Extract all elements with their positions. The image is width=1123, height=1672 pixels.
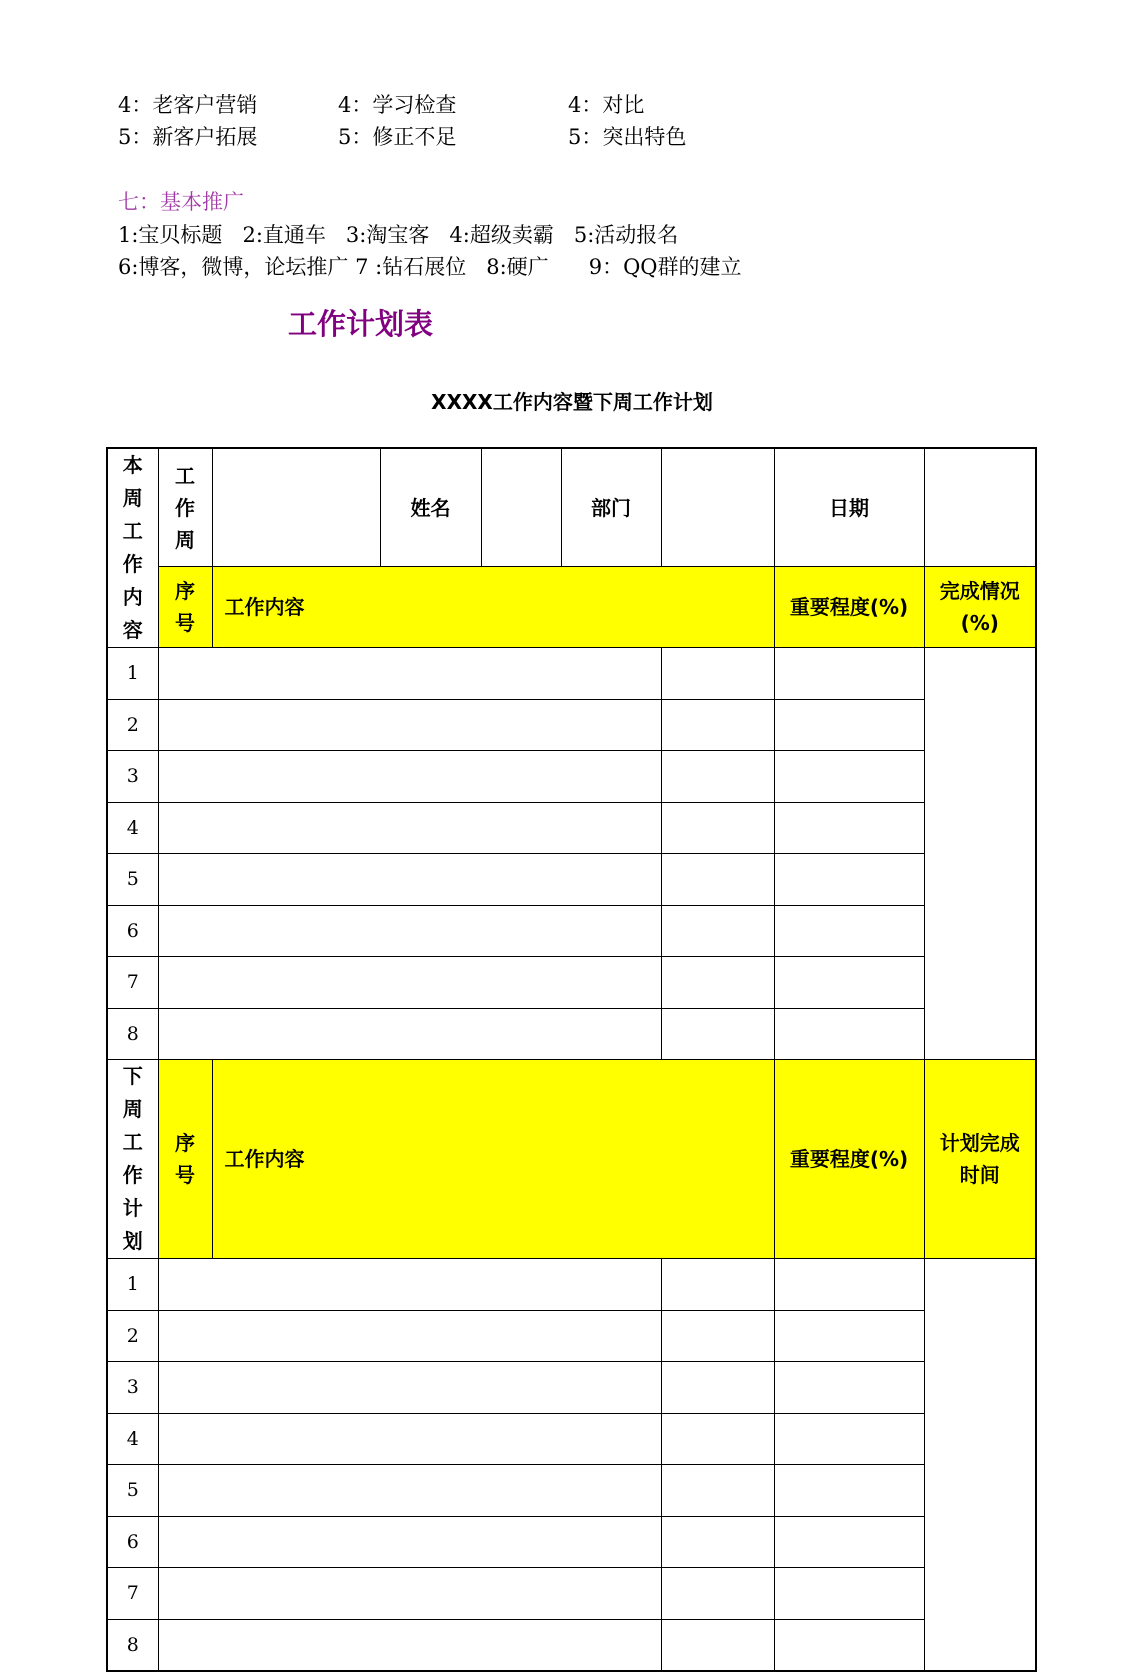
importance-cell[interactable]: [661, 648, 774, 700]
side-label-next-week: [107, 1060, 158, 1259]
work-content-cell[interactable]: [158, 905, 661, 957]
name-value-cell[interactable]: [481, 448, 561, 567]
this-week-table-row: [107, 905, 1036, 957]
work-content-cell[interactable]: [158, 957, 661, 1009]
work-content-cell[interactable]: [158, 699, 661, 751]
next-week-column-headers: [107, 1060, 1036, 1259]
completion-cell[interactable]: [774, 854, 924, 906]
col-status-header: 完成情况(%): [924, 567, 1036, 648]
col-seq-header: 序号: [158, 1060, 212, 1259]
list-item-old-customer: 4：老客户营销: [118, 93, 258, 117]
importance-cell[interactable]: [661, 1310, 774, 1362]
promotion-line-1: 1:宝贝标题 2:直通车 3:淘宝客 4:超级卖霸 5:活动报名: [118, 223, 679, 247]
work-content-cell[interactable]: [158, 648, 661, 700]
row-number: 1: [107, 1259, 158, 1311]
importance-cell[interactable]: [661, 802, 774, 854]
row-number: 7: [107, 957, 158, 1009]
row-number: 3: [107, 1362, 158, 1414]
date-value-cell[interactable]: [924, 448, 1036, 567]
importance-cell[interactable]: [661, 1619, 774, 1671]
this-week-column-headers: [107, 567, 1036, 648]
list-item-compare: 4：对比: [568, 93, 645, 117]
col-seq-header: 序号: [158, 567, 212, 648]
date-label: 日期: [774, 448, 924, 567]
section-heading-basic-promotion: 七：基本推广: [118, 190, 244, 214]
work-week-value-cell[interactable]: [212, 448, 380, 567]
col-importance-header: 重要程度(%): [774, 567, 924, 648]
work-content-cell[interactable]: [158, 1008, 661, 1060]
work-content-cell[interactable]: [158, 802, 661, 854]
row-number: 7: [107, 1568, 158, 1620]
row-number: 2: [107, 1310, 158, 1362]
plan-time-cell[interactable]: [774, 1362, 924, 1414]
plan-time-cell[interactable]: [774, 1568, 924, 1620]
importance-cell[interactable]: [661, 1362, 774, 1414]
name-label: 姓名: [380, 448, 481, 567]
row-number: 4: [107, 802, 158, 854]
table-header-row: [107, 448, 1036, 567]
this-week-table-row: [107, 957, 1036, 1009]
importance-cell[interactable]: [661, 1465, 774, 1517]
this-week-table-row: [107, 751, 1036, 803]
completion-cell[interactable]: [774, 1008, 924, 1060]
this-week-table-row: [107, 802, 1036, 854]
importance-cell[interactable]: [661, 1008, 774, 1060]
row-number: 8: [107, 1008, 158, 1060]
col-plan-time-header: 计划完成时间: [924, 1060, 1036, 1259]
work-content-cell[interactable]: [158, 1619, 661, 1671]
next-week-table-row: [107, 1413, 1036, 1465]
row-number: 3: [107, 751, 158, 803]
importance-cell[interactable]: [661, 751, 774, 803]
next-week-table-row: [107, 1465, 1036, 1517]
dept-label: 部门: [561, 448, 661, 567]
page-title: 工作计划表: [288, 307, 434, 341]
plan-time-cell[interactable]: [774, 1516, 924, 1568]
work-plan-table: [106, 447, 1037, 1672]
this-week-table-row: [107, 854, 1036, 906]
importance-cell[interactable]: [661, 1568, 774, 1620]
row-number: 1: [107, 648, 158, 700]
importance-cell[interactable]: [661, 905, 774, 957]
list-item-highlight-feature: 5：突出特色: [568, 125, 687, 149]
importance-cell[interactable]: [661, 854, 774, 906]
importance-cell[interactable]: [661, 1259, 774, 1311]
next-week-table-row: [107, 1310, 1036, 1362]
work-content-cell[interactable]: [158, 1516, 661, 1568]
completion-cell[interactable]: [774, 699, 924, 751]
list-item-fix-shortfall: 5：修正不足: [338, 125, 457, 149]
side-label-text: 下周工作计划: [122, 1064, 143, 1253]
importance-cell[interactable]: [661, 1413, 774, 1465]
work-week-label: 工作周: [158, 448, 212, 567]
importance-cell[interactable]: [661, 699, 774, 751]
dept-value-cell[interactable]: [661, 448, 774, 567]
work-content-cell[interactable]: [158, 854, 661, 906]
next-week-table-row: [107, 1619, 1036, 1671]
work-content-cell[interactable]: [158, 1568, 661, 1620]
list-item-new-customer: 5：新客户拓展: [118, 125, 258, 149]
work-content-cell[interactable]: [158, 1465, 661, 1517]
side-label-text: 本周工作内容: [122, 453, 143, 642]
row-number: 5: [107, 1465, 158, 1517]
work-content-cell[interactable]: [158, 1362, 661, 1414]
completion-cell[interactable]: [774, 648, 924, 700]
row-number: 2: [107, 699, 158, 751]
this-week-table-row: [107, 699, 1036, 751]
next-week-table-row: [107, 1259, 1036, 1311]
list-item-study-check: 4：学习检查: [338, 93, 457, 117]
work-content-cell[interactable]: [158, 751, 661, 803]
next-week-table-row: [107, 1568, 1036, 1620]
plan-time-cell[interactable]: [774, 1413, 924, 1465]
importance-cell[interactable]: [661, 957, 774, 1009]
col-content-header: 工作内容: [212, 567, 774, 648]
completion-cell[interactable]: [774, 802, 924, 854]
next-week-table-row: [107, 1516, 1036, 1568]
this-week-table-row: [107, 648, 1036, 700]
row-number: 5: [107, 854, 158, 906]
plan-time-cell[interactable]: [774, 1259, 924, 1311]
completion-cell[interactable]: [774, 751, 924, 803]
row-number: 6: [107, 905, 158, 957]
row-number: 8: [107, 1619, 158, 1671]
completion-cell[interactable]: [774, 957, 924, 1009]
next-week-table-row: [107, 1362, 1036, 1414]
importance-cell[interactable]: [661, 1516, 774, 1568]
this-week-table-row: [107, 1008, 1036, 1060]
row-number: 6: [107, 1516, 158, 1568]
plan-time-cell[interactable]: [774, 1310, 924, 1362]
table-title: XXXX工作内容暨下周工作计划: [431, 390, 713, 414]
side-label-this-week: [107, 448, 158, 648]
work-content-cell[interactable]: [158, 1310, 661, 1362]
row-number: 4: [107, 1413, 158, 1465]
completion-cell[interactable]: [774, 905, 924, 957]
work-content-cell[interactable]: [158, 1259, 661, 1311]
plan-time-cell[interactable]: [774, 1465, 924, 1517]
work-content-cell[interactable]: [158, 1413, 661, 1465]
col-importance-header: 重要程度(%): [774, 1060, 924, 1259]
plan-time-cell[interactable]: [774, 1619, 924, 1671]
promotion-line-2: 6:博客，微博，论坛推广 7 :钻石展位 8:硬广 9：QQ群的建立: [118, 255, 742, 279]
col-content-header: 工作内容: [212, 1060, 774, 1259]
